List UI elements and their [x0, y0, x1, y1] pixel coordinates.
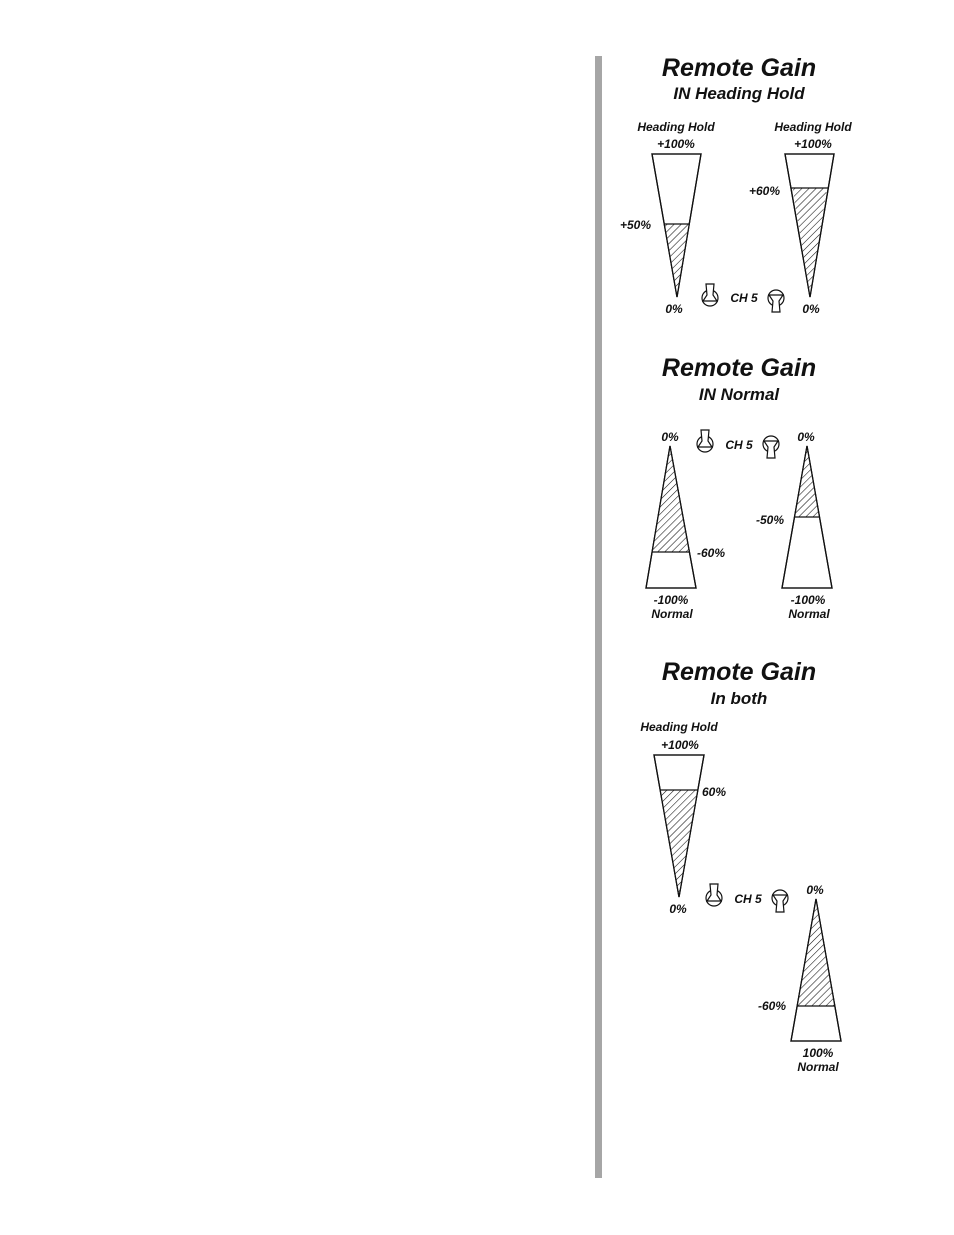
switch-channel-label: CH 5	[734, 892, 762, 906]
section-title: Remote Gain	[661, 54, 817, 82]
gauge-top-value: 0%	[806, 883, 824, 897]
gauge-level-label: -60%	[697, 546, 726, 560]
gauge-bottom-value: -100%	[653, 593, 689, 607]
gauge-top-value: 0%	[661, 430, 679, 444]
section-title: Remote Gain	[661, 354, 817, 382]
toggle-switch-up-icon	[763, 436, 779, 458]
gauge-bottom-caption: Normal	[797, 1060, 839, 1074]
gauge-fill-hatched	[652, 446, 689, 552]
section-title: Remote Gain	[661, 658, 817, 686]
gauge-level-label: +60%	[749, 184, 781, 198]
toggle-switch-up-icon	[772, 890, 788, 912]
gauge-bottom-value: 100%	[802, 1046, 834, 1060]
toggle-switch-down-icon	[706, 884, 722, 906]
gauge-top-value: +100%	[657, 137, 695, 151]
gauge-fill-hatched	[660, 790, 698, 897]
gauge-level-label: +50%	[620, 218, 652, 232]
gauge-fill-hatched	[793, 188, 828, 297]
gauge-level-label: 60%	[702, 785, 727, 799]
gauge-bottom-value: 0%	[802, 302, 820, 316]
gauge-bottom-caption: Normal	[651, 607, 693, 621]
gauge-fill-hatched	[797, 899, 834, 1006]
gauge-bottom-value: 0%	[669, 902, 687, 916]
gain-gauge-bottom	[758, 883, 841, 1074]
gauge-top-caption: Heading Hold	[640, 720, 718, 734]
gauge-top-value: +100%	[661, 738, 699, 752]
gain-gauge-right	[756, 430, 832, 621]
gauge-bottom-value: 0%	[665, 302, 683, 316]
gauge-level-label: -60%	[758, 999, 787, 1013]
gauge-top-caption: Heading Hold	[774, 120, 852, 134]
section-heading-hold	[620, 54, 852, 316]
gain-gauge-left	[646, 430, 725, 621]
gauge-fill-hatched	[795, 446, 819, 517]
section-normal	[646, 354, 832, 621]
gauge-level-label: -50%	[756, 513, 785, 527]
section-subtitle: IN Heading Hold	[673, 84, 805, 103]
gauge-fill-hatched	[665, 224, 689, 297]
section-both	[640, 658, 841, 1074]
section-subtitle: IN Normal	[698, 385, 780, 404]
gain-gauge-right	[749, 120, 852, 316]
switch-channel-label: CH 5	[725, 438, 753, 452]
switch-channel-label: CH 5	[730, 291, 758, 305]
toggle-switch-down-icon	[697, 430, 713, 452]
gain-gauge-left	[620, 120, 715, 316]
gauge-top-value: 0%	[797, 430, 815, 444]
gauge-bottom-caption: Normal	[788, 607, 830, 621]
toggle-switch-up-icon	[768, 290, 784, 312]
gauge-top-caption: Heading Hold	[637, 120, 715, 134]
section-subtitle: In both	[710, 689, 768, 708]
gauge-top-value: +100%	[794, 137, 832, 151]
toggle-switch-down-icon	[702, 284, 718, 306]
gauge-bottom-value: -100%	[790, 593, 826, 607]
